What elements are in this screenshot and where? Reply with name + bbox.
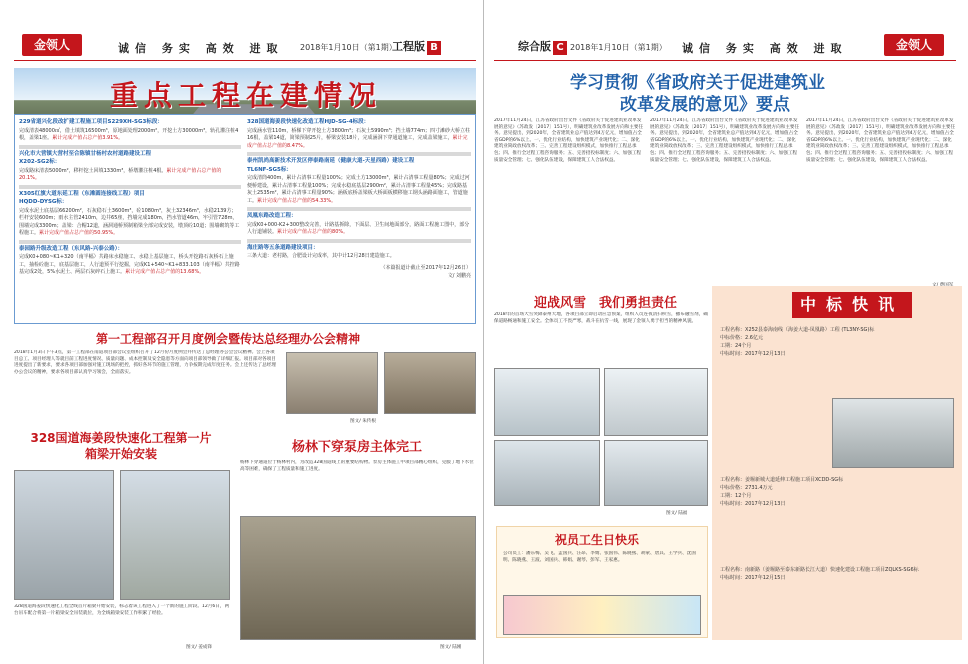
bid-item-3: 工程名称：南新路（姜堰路至泰东新路长江大道）快速化建设工程施工项目ZQLKS-SG6标 中标时间：2017年12月15日: [720, 567, 919, 581]
project-title: 229省道兴化段改扩建工程施工项目S229XH-SG3标段：: [19, 119, 163, 125]
meeting-title: 第一工程部召开月度例会暨传达总经理办公会精神: [96, 332, 361, 346]
masthead-rule: [494, 60, 956, 61]
author: 图文/ 陆刚: [440, 645, 462, 650]
slogan-right: 诚信 务实 高效 进取: [682, 42, 848, 55]
author: 图文/ 陆福: [666, 511, 688, 516]
meeting-text: 2018年1月3日下午3点，第一工程部在南道项目部会议室组织召开了12月份月度例会并传达了总经理办公会会议精神。会上各项目总工、项目经理人等就目前工程进度情况、质量问题、成本控制及安全隐患等方面向项目部领导做了详细汇报。项目部对各项目进度提出了新要求，要求各项目部加强对施工现场的把控，抓好各环节的施工管理，力争按期完成年度任务。会上还传达了总经理办公会议的精神，要求各项目部认真学习领会，全面落实。: [14, 350, 276, 375]
issue-date-left: 2018年1月10日（第1期）: [300, 43, 397, 52]
headline-line-1: 学习贯彻《省政府关于促进建筑业: [570, 73, 825, 93]
article-column-2: 2017年11月24日，江苏省政府出台文件《省政府关于促进建筑业改革发展的意见》（苏政发〔2017〕151号），明确建筑业改革发展方向和主要任务。意见提出，到2020年，全省建筑业总产值达到4万亿元，增加值占全省GDP的6%以上。一、优化行业结构，加快建筑产业现代化；二、深化建筑业简政放权改革；三、完善工程建设组织模式，加快推行工程总承包；四、推行全过程工程咨询服务；五、完善招投标制度；六、加强工程质量安全管理；七、强化队伍建设，保障建筑工人合法权益。: [650, 118, 800, 163]
birthday-text: 公司员工：潘东梅、吴飞、孟国兵、汪昂、李婧、张国伟、陈晓燕、胡蒙、唐其、王学兵、沈国明、陈晓燕、王波、刘国兵、韩娟、谢琴、彭军、王家惠。: [503, 551, 696, 563]
roller-photo: [832, 398, 954, 468]
project-title: X305红旗大道东延工程（东滩圆连接线工程）项目: [19, 190, 145, 197]
projects-box: [14, 114, 476, 324]
project-text: 完成路床清表5000m²，移杆挖土回填1330m³，桥墩灌注桩4根。累计完成产值占总产值的20.1%。: [19, 167, 222, 181]
crane-photo-2: [120, 470, 230, 600]
slogan-left: 诚信 务实 高效 进取: [118, 42, 284, 55]
birthday-title: 祝员工生日快乐: [555, 533, 640, 547]
masthead-rule: [14, 60, 476, 61]
project-text: 完成K0+000-K2+300整改完善，计路基拆除，下面层、卫生间地面部分，路面工程施工图中，部分人行道铺装。累计完成产值占总产值的80%。: [247, 221, 470, 235]
snow-photo-2: [604, 368, 708, 436]
divider: [247, 239, 471, 243]
project-title: 328国道海姜段快速化改造工程HJD-SG-4标段：: [247, 119, 370, 125]
edition-label-left: 工程版 B: [392, 38, 441, 55]
bridge-photo: [240, 516, 476, 640]
projects-column-right: 328国道海姜段快速化改造工程HJD-SG-4标段： 完成涵水管110m，桥梯下穿开挖土方3800m³；石灰土5990m³；挡土墙774m；四寸滩砂大桥立柱16根，盖梁14道，简梁预制25片，桥梁安装18片，完成涵洞下穿通道施工，完成盖梁施工，累计完成产值占总产值的8.47%。 泰州凯尚高新技术开发区停泰路南延（健康大道-天星西路）建设工程 TL6NF-SG5标： 完成清筒400m，累计占清事工程量100%；完成土方13000m³，累计占清事工程量80%；完成过河便桥建设，累计占清事工程量100%；完成水稳底基层2900m²，累计占清事工程量45%；完成路基灰土2535m²，累计占清事工程量90%；涵板底桥盖梁板大桥面板横移施工钢头涵路面施工，管道施工。累计完成产值占总产值的54.33%。 凤凰东路改造工程： 完成K0+000-K2+300整改完善，计路基拆除，下面层、卫生间地面部分，路面工程施工图中，部分人行道铺装。累计完成产值占总产值的80%。 海庄路等五条道路建设项目： 三条大道：老村路，合肥设计完成率，其中计12月28日建造施工。 （本篇报道计截止至2017年12月26日） 文/ 刘鹏亮: [247, 119, 471, 279]
divider: [247, 152, 471, 156]
bid-news-title: 中标快讯: [792, 292, 912, 318]
cake-image: [503, 595, 701, 635]
bid-item-2: 工程名称：姜堰新城大道延伸工程施工项目XCDD-SG标 中标价格：2731.4万元 工期：12个月 中标时间：2017年12月13日: [720, 477, 844, 507]
project-text: 三条大道：老村路，合肥设计完成率，其中计12月28日建造施工。: [247, 253, 395, 259]
snow-text: 2018年的首场大雪突降泰州大地，各项目部立即启动应急预案，组织人员连夜清扫积雪，撒布融雪剂，确保道路畅通和施工安全。全体员工不畏严寒，战斗在抗雪一线，展现了金领人勇于担当的精神风貌。: [494, 312, 708, 324]
snow-photo-1: [494, 368, 600, 436]
issue-date-right: 2018年1月10日（第1期）: [570, 43, 667, 52]
crane-photo-1: [14, 470, 114, 600]
author: 图文/ 姜成锋: [186, 645, 212, 650]
snow-photo-3: [494, 440, 600, 506]
headline-line-2: 改革发展的意见》要点: [620, 95, 790, 115]
projects-column-left: 229省道兴化段改扩建工程施工项目S229XH-SG3标段： 完成清表48000㎡，借土填筑16500m³，原地面处理2000m²，开挖土方30000m³，轨孔灌注桩4根，盖梁1座。累计完成产值占总产值3.91%。 兴化市大营镇大营村至合陈镇甘杨村农村道路建设工程 X202-SG2标： 完成路床清表5000m²，移杆挖土回填1330m³，桥墩灌注桩4根。累计完成产值占总产值的20.1%。 X305红旗大道东延工程（东滩圆连接线工程）项目 HQDD-DYSG标： 完成水泥土底基层66200m²，石灰稳石土3600m³，砼1080m³，灰土32346m³，水稳2139方；栏杆安装600m；雨水主管2410m，边井65座，挡墙完成180m，挡水管道46m，牢引管728m，围墙完成3300m；盖梁：合帽12道，涵洞通桥预制箱梁全部完成安装，墩顶砼10道；围墙砌筑等工程施工。累计完成产值占总产值的50.95%。 泰园路升级改造工程（东风路-兴泰公路）： 完成K0+080~K1+320（南半幅）共路床水稳施工、水稳上基层施工，桥头开挖路石灰桥石上施工，抽检砼施工，底基层施工，人行道预平行挖掘，完成K1+540~K1+833.103（南半幅）共控路基完成2处，5%水泥土、两层石灰碎石上施工。累计完成产值占总产值的13.68%。: [19, 119, 240, 275]
date-note: （本篇报道计截止至2017年12月26日）: [380, 264, 471, 271]
project-title: 泰州凯尚高新技术开发区停泰路南延（健康大道-天星西路）建设工程: [247, 158, 415, 164]
bid-item-1: 工程名称：X252县泰海南线（海姜大道-凤凰路）工程 (TL3NY-SG)标 中标价格：2.6亿元 工期：24个月 中标时间：2017年12月13日: [720, 327, 875, 357]
article-column-3: 2017年11月24日，江苏省政府出台文件《省政府关于促进建筑业改革发展的意见》（苏政发〔2017〕151号），明确建筑业改革发展方向和主要任务。意见提出，到2020年，全省建筑业总产值达到4万亿元，增加值占全省GDP的6%以上。一、优化行业结构，加快建筑产业现代化；二、深化建筑业简政放权改革；三、完善工程建设组织模式，加快推行工程总承包；四、推行全过程工程咨询服务；五、完善招投标制度；六、加强工程质量安全管理；七、强化队伍建设，保障建筑工人合法权益。: [806, 118, 956, 163]
bridge-text: 杨林下穿通道位于杨林村内，为改造328国道线上的重要结构物。泵房主体施工中项目部精心组织，克服了地下水位高等困难，确保了工程质量和施工进度。: [240, 460, 474, 472]
project-title: 泰园路升级改造工程（东风路-兴泰公路）：: [19, 245, 124, 252]
bridge-title: 杨林下穿泵房主体完工: [292, 440, 423, 455]
edition-label-right: 综合版 C: [518, 38, 567, 55]
page-general: [486, 0, 968, 664]
article-column-1: 2017年11月24日，江苏省政府出台文件《省政府关于促进建筑业改革发展的意见》（苏政发〔2017〕151号），明确建筑业改革发展方向和主要任务。意见提出，到2020年，全省建筑业总产值达到4万亿元，增加值占全省GDP的6%以上。一、优化行业结构，加快建筑产业现代化；二、深化建筑业简政放权改革；三、完善工程建设组织模式，加快推行工程总承包；四、推行全过程工程咨询服务；五、完善招投标制度；六、加强工程质量安全管理；七、强化队伍建设，保障建筑工人合法权益。: [494, 118, 644, 163]
project-title: 凤凰东路改造工程：: [247, 213, 297, 219]
meeting-photo-1: [286, 352, 378, 414]
meeting-photo-2: [384, 352, 476, 414]
logo-left: 金领人: [22, 34, 82, 56]
project-title: 海庄路等五条道路建设项目：: [247, 244, 319, 251]
project-text: 完成涵水管110m，桥梯下穿开挖土方3800m³；石灰土5990m³；挡土墙774m；四寸滩砂大桥立柱16根，盖梁14道，简梁预制25片，桥梁安装18片，完成涵洞下穿通道施工，完成盖梁施工，累计完成产值占总产值的8.47%。: [247, 127, 471, 149]
divider: [247, 207, 471, 211]
author: 图文/ 朱传根: [350, 419, 376, 424]
divider: [19, 240, 241, 244]
divider: [19, 145, 241, 149]
logo-right: 金领人: [884, 34, 944, 56]
project-text: 完成水泥土底基层66200m²，石灰稳石土3600m³，砼1080m³，灰土32346m³，水稳2139方；栏杆安装600m；雨水主管2410m，边井65座，挡墙完成180m，挡水管道46m，牢引管728m，围墙完成3300m；盖梁：合帽12道，涵洞通桥预制箱梁全部完成安装，墩顶砼10道；围墙砌筑等工程施工。累计完成产值占总产值的50.95%。: [19, 207, 240, 236]
snow-title: 迎战风雪 我们勇担责任: [534, 296, 678, 311]
snow-photo-4: [604, 440, 708, 506]
section-328-title: 328国道海姜段快速化工程第一片箱梁开始安装: [30, 431, 212, 461]
project-text: 完成清表48000㎡，借土填筑16500m³，原地面处理2000m²，开挖土方30000m³，轨孔灌注桩4根，盖梁1座。累计完成产值占总产值3.91%。: [19, 127, 239, 141]
project-title: 兴化市大营镇大营村至合陈镇甘杨村农村道路建设工程: [19, 150, 152, 157]
birthday-box: [496, 526, 708, 638]
banner-title: 重点工程在建情况: [110, 79, 383, 112]
divider: [19, 185, 241, 189]
bid-news-box: [712, 286, 962, 640]
project-text: 完成清筒400m，累计占清事工程量100%；完成土方13000m³，累计占清事工程量80%；完成过河便桥建设，累计占清事工程量100%；完成水稳底基层2900m²，累计占清事工程量45%；完成路基灰土2535m²，累计占清事工程量90%；涵板底桥盖梁板大桥面板横移施工钢头涵路面施工，管道施工。累计完成产值占总产值的54.33%。: [247, 175, 470, 204]
project-text: 完成K0+080~K1+320（南半幅）共路床水稳施工、水稳上基层施工，桥头开挖路石灰桥石上施工，抽检砼施工，底基层施工，人行道预平行挖掘，完成K1+540~K1+833.103（南半幅）共控路基完成2处，5%水泥土、两层石灰碎石上施工。累计完成产值占总产值的13.68%。: [19, 254, 240, 275]
section-328-text: 328国道海姜段快速化工程全线首片箱梁开始安装，标志着该工程进入了一个新的施工阶段。12月6日，两台吊车配合将第一片箱梁安全吊装就位，为全线箱梁安装工作积累了经验。: [14, 604, 230, 616]
author: 文/ 刘鹏亮: [447, 273, 471, 279]
